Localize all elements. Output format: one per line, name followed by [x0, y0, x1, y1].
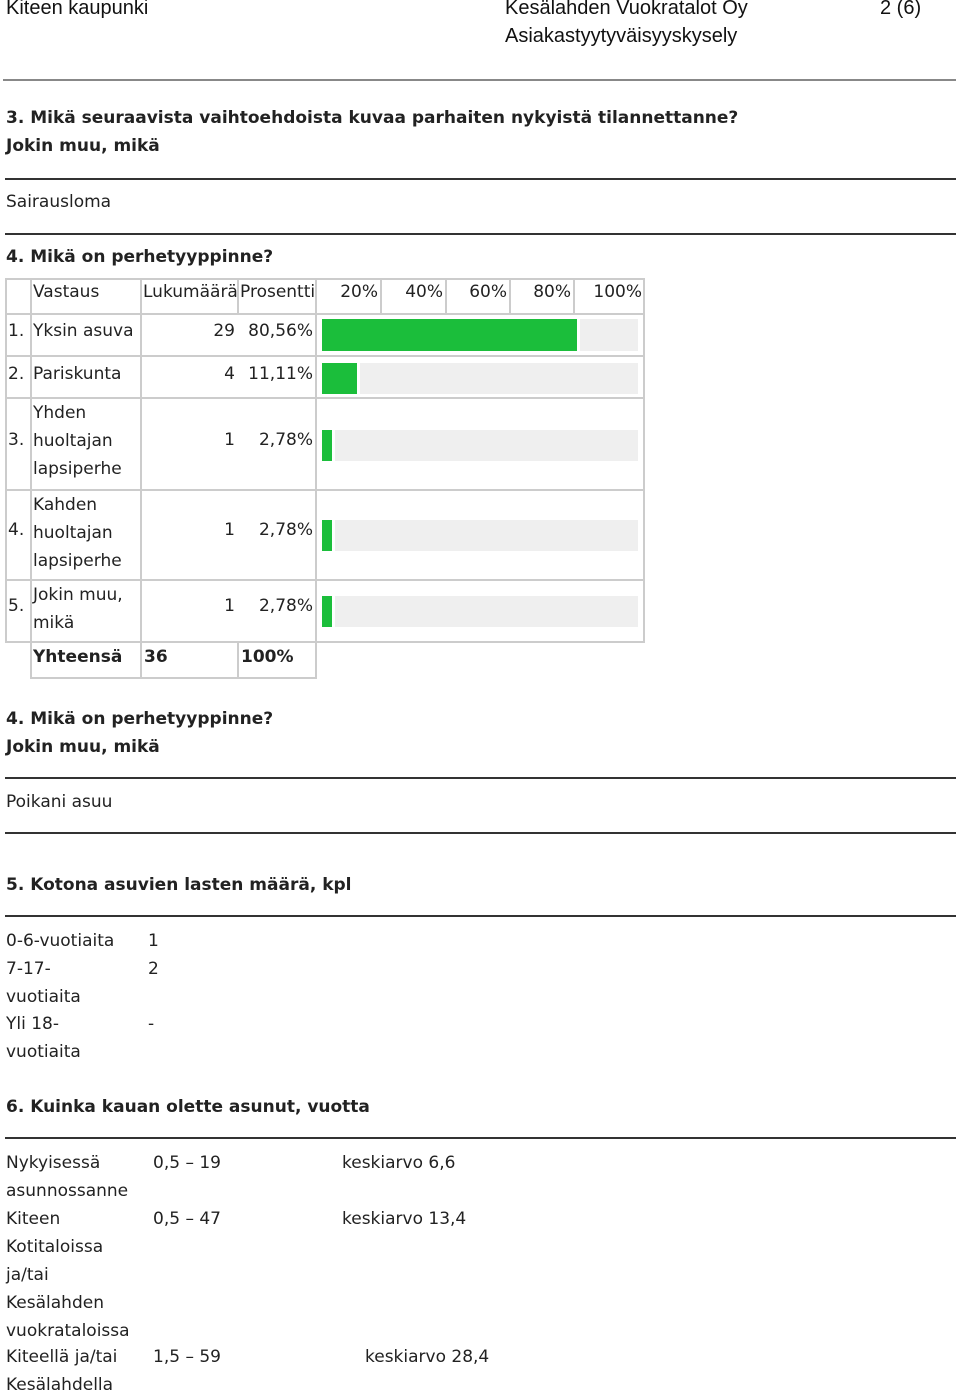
grid-line: [5, 641, 645, 643]
q3-title: 3. Mikä seuraavista vaihtoehdoista kuvaa parhaiten nykyistä tilannettanne?: [6, 108, 739, 128]
grid-line: [5, 278, 7, 643]
scale-label-80: 80%: [533, 282, 571, 302]
grid-line: [315, 278, 317, 679]
row-number: 1.: [8, 321, 25, 341]
q6-average: keskiarvo 6,6: [342, 1153, 456, 1173]
q6-label: Kiteen Kotitaloissa ja/tai Kesälahden vuokrataloissa: [6, 1209, 130, 1341]
row-number: 2.: [8, 364, 25, 384]
q6-average: keskiarvo 28,4: [365, 1347, 490, 1367]
q3-subtitle: Jokin muu, mikä: [6, 136, 160, 156]
grid-line: [380, 278, 382, 313]
grid-line: [30, 278, 32, 679]
q5-value: 2: [148, 959, 159, 979]
row-bar: [322, 596, 335, 627]
q6-range: 1,5 – 59: [153, 1347, 221, 1367]
col-header-percent: Prosentti: [240, 282, 316, 302]
grid-line: [573, 278, 575, 313]
row-label: Yksin asuva: [33, 321, 134, 341]
grid-line: [5, 355, 645, 357]
q6-range: 0,5 – 19: [153, 1153, 221, 1173]
header-rule: [3, 79, 956, 81]
q6-label: Kiteellä ja/tai Kesälahdella: [6, 1347, 118, 1395]
q3-answer: Sairausloma: [6, 192, 112, 212]
scale-label-40: 40%: [405, 282, 443, 302]
q5-label: Yli 18- vuotiaita: [6, 1014, 81, 1062]
grid-line: [237, 643, 239, 679]
row-percent: 11,11%: [248, 364, 313, 384]
grid-line: [5, 278, 645, 280]
row-percent: 2,78%: [258, 430, 313, 450]
q6-rule: [5, 1137, 956, 1139]
grid-line: [30, 677, 317, 679]
q5-title: 5. Kotona asuvien lasten määrä, kpl: [6, 875, 352, 895]
row-label: Pariskunta: [33, 364, 122, 384]
q4b-title: 4. Mikä on perhetyyppinne?: [6, 709, 274, 729]
q6-range: 0,5 – 47: [153, 1209, 221, 1229]
q6-average: keskiarvo 13,4: [342, 1209, 467, 1229]
grid-line: [140, 278, 142, 679]
row-percent: 2,78%: [258, 596, 313, 616]
row-bar-track: [322, 319, 638, 351]
header-org: Kiteen kaupunki: [6, 0, 149, 19]
q4b-subtitle: Jokin muu, mikä: [6, 737, 160, 757]
q3-rule-top: [5, 178, 956, 180]
header-survey: Asiakastyytyväisyyskysely: [505, 25, 738, 47]
header-page-number: 2 (6): [880, 0, 922, 19]
q4b-rule-top: [5, 777, 956, 779]
row-number: 3.: [8, 430, 25, 450]
grid-line: [643, 278, 645, 643]
grid-line: [509, 278, 511, 313]
q5-rule: [5, 915, 956, 917]
q4-results-table: [5, 278, 645, 679]
row-percent: 2,78%: [258, 520, 313, 540]
row-label: Yhden huoltajan lapsiperhe: [33, 403, 122, 479]
total-percent: 100%: [241, 647, 294, 667]
q4b-answer: Poikani asuu: [6, 792, 113, 812]
q5-label: 0-6-vuotiaita: [6, 931, 115, 951]
header-company: Kesälahden Vuokratalot Oy: [505, 0, 748, 19]
grid-line: [5, 313, 645, 315]
row-count: 29: [213, 321, 235, 341]
row-count: 1: [224, 430, 235, 450]
col-header-answer: Vastaus: [33, 282, 100, 302]
q4-title: 4. Mikä on perhetyyppinne?: [6, 247, 274, 267]
row-bar: [322, 430, 335, 461]
row-bar-track: [322, 363, 638, 394]
row-bar: [322, 520, 335, 551]
scale-label-100: 100%: [593, 282, 642, 302]
q5-label: 7-17- vuotiaita: [6, 959, 81, 1007]
q6-label: Nykyisessä asunnossanne: [6, 1153, 129, 1201]
row-label: Jokin muu, mikä: [33, 585, 123, 633]
q5-value: 1: [148, 931, 159, 951]
row-bar-track: [322, 430, 638, 461]
row-count: 4: [224, 364, 235, 384]
row-label: Kahden huoltajan lapsiperhe: [33, 495, 122, 571]
total-label: Yhteensä: [33, 647, 123, 667]
row-number: 5.: [8, 596, 25, 616]
q4b-rule-bottom: [5, 832, 956, 834]
row-bar: [322, 363, 360, 394]
q3-rule-bottom: [5, 233, 956, 235]
row-count: 1: [224, 520, 235, 540]
q5-value: -: [148, 1014, 155, 1034]
row-bar: [322, 319, 580, 351]
total-count: 36: [144, 647, 168, 667]
q6-title: 6. Kuinka kauan olette asunut, vuotta: [6, 1097, 370, 1117]
row-percent: 80,56%: [248, 321, 313, 341]
col-header-count: Lukumäärä: [143, 282, 238, 302]
scale-label-60: 60%: [469, 282, 507, 302]
grid-line: [445, 278, 447, 313]
scale-label-20: 20%: [340, 282, 378, 302]
row-count: 1: [224, 596, 235, 616]
row-number: 4.: [8, 520, 25, 540]
row-bar-track: [322, 596, 638, 627]
row-bar-track: [322, 520, 638, 551]
